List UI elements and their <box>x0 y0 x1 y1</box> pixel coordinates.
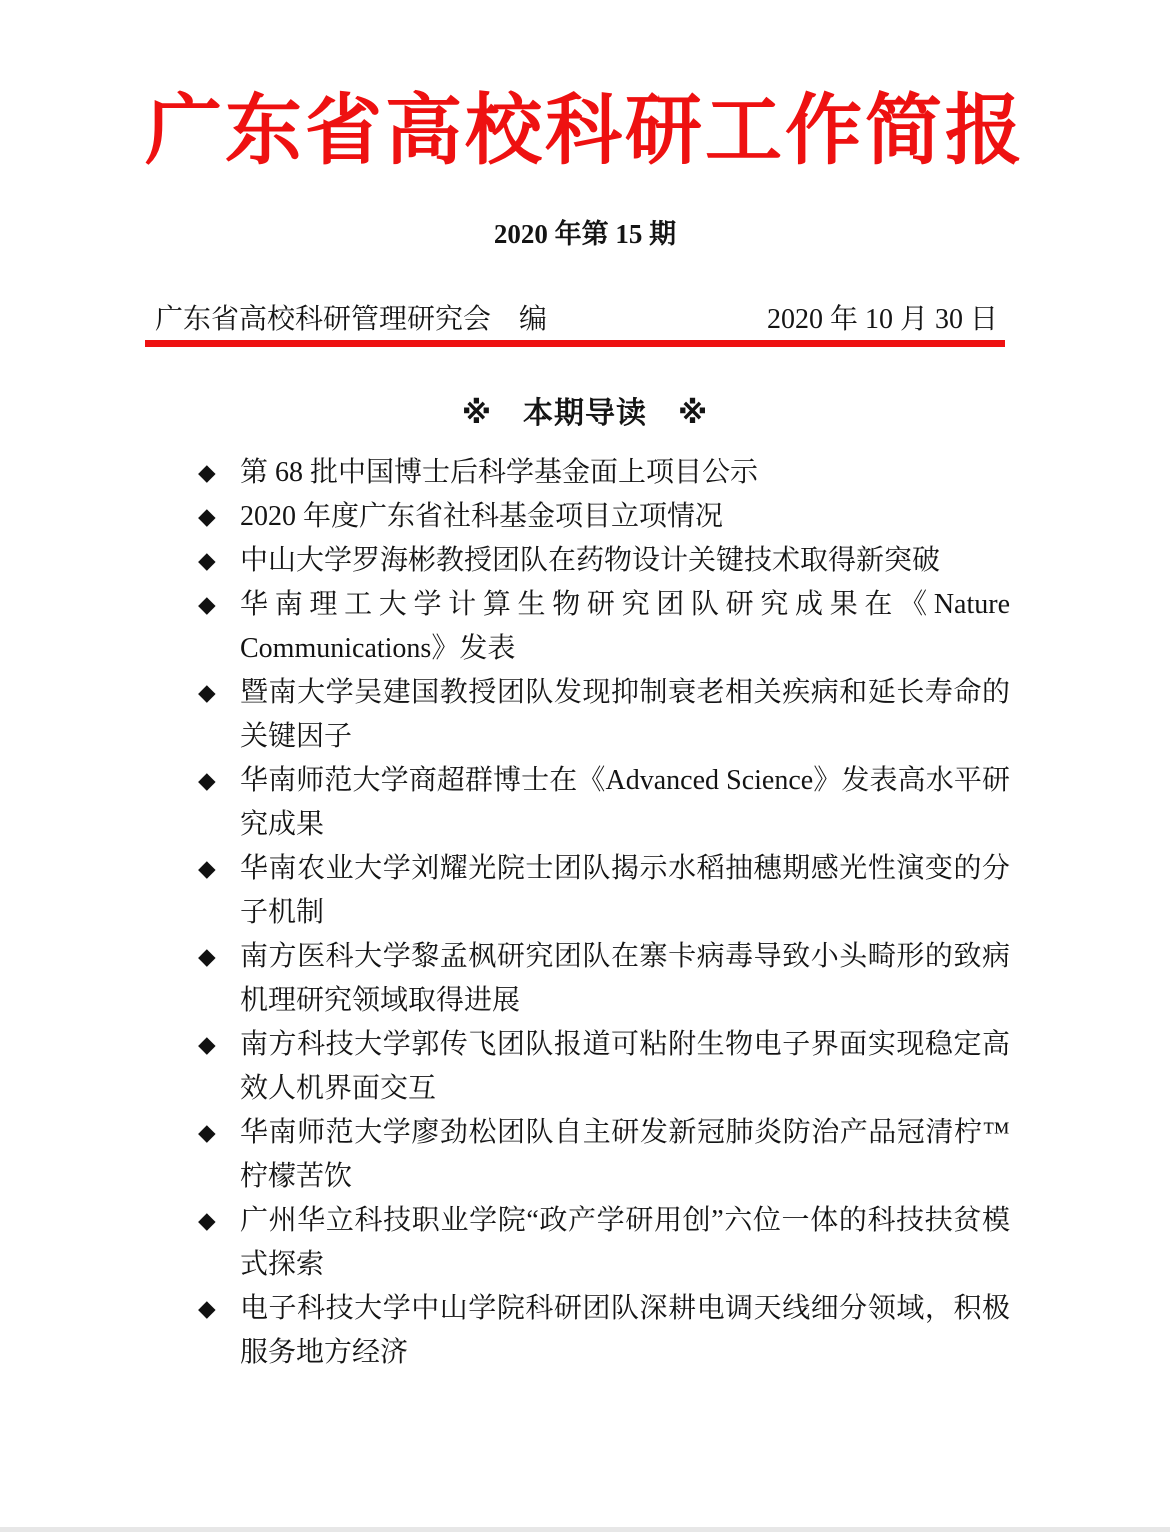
diamond-bullet-icon: ◆ <box>198 1296 216 1323</box>
toc-item <box>198 583 1010 671</box>
toc-item-text: 华南师范大学商超群博士在《Advanced Science》发表高水平研究成果 <box>240 765 1010 841</box>
diamond-bullet-icon: ◆ <box>198 1208 216 1235</box>
publish-date: 2020 年 10 月 30 日 <box>766 304 998 336</box>
toc-item <box>198 539 1010 583</box>
bottom-edge-bar <box>0 1527 1170 1532</box>
toc-item <box>198 451 1010 495</box>
toc-heading: ※ 本期导读 ※ <box>461 396 709 432</box>
diamond-bullet-icon: ◆ <box>198 680 216 707</box>
toc-item-text: 中山大学罗海彬教授团队在药物设计关键技术取得新突破 <box>240 545 941 577</box>
toc-item <box>198 1287 1010 1375</box>
toc-item <box>198 1023 1010 1111</box>
diamond-bullet-icon: ◆ <box>198 592 216 619</box>
publication-info-row <box>155 305 998 335</box>
toc-item-text: 暨南大学吴建国教授团队发现抑制衰老相关疾病和延长寿命的关键因子 <box>240 677 1010 753</box>
toc-item <box>198 759 1010 847</box>
toc-item-text: 电子科技大学中山学院科研团队深耕电调天线细分领域，积极服务地方经济 <box>240 1293 1010 1369</box>
toc-item <box>198 1111 1010 1199</box>
toc-item-text: 2020 年度广东省社科基金项目立项情况 <box>240 501 724 533</box>
diamond-bullet-icon: ◆ <box>198 944 216 971</box>
diamond-bullet-icon: ◆ <box>198 768 216 795</box>
toc-item-text: 华南师范大学廖劲松团队自主研发新冠肺炎防治产品冠清柠™柠檬苦饮 <box>240 1117 1010 1193</box>
document-title: 广东省高校科研工作简报 <box>145 88 1025 174</box>
diamond-bullet-icon: ◆ <box>198 1120 216 1147</box>
diamond-bullet-icon: ◆ <box>198 504 216 531</box>
toc-item-text: 南方科技大学郭传飞团队报道可粘附生物电子界面实现稳定高效人机界面交互 <box>240 1029 1010 1105</box>
toc-item-text: 广州华立科技职业学院“政产学研用创”六位一体的科技扶贫模式探索 <box>240 1205 1010 1281</box>
diamond-bullet-icon: ◆ <box>198 856 216 883</box>
publisher-name: 广东省高校科研管理研究会 编 <box>155 304 548 336</box>
toc-item-text: 南方医科大学黎孟枫研究团队在寨卡病毒导致小头畸形的致病机理研究领域取得进展 <box>240 941 1010 1017</box>
toc-item <box>198 935 1010 1023</box>
toc-item <box>198 671 1010 759</box>
toc-item <box>198 495 1010 539</box>
red-divider-rule <box>145 340 1005 347</box>
issue-number: 2020 年第 15 期 <box>493 219 677 250</box>
diamond-bullet-icon: ◆ <box>198 1032 216 1059</box>
toc-item-text: 第 68 批中国博士后科学基金面上项目公示 <box>240 457 759 489</box>
toc-item-text: 华南理工大学计算生物研究团队研究成果在《Nature Communications》发表 <box>240 589 1010 665</box>
toc-item-text: 华南农业大学刘耀光院士团队揭示水稻抽穗期感光性演变的分子机制 <box>240 853 1010 929</box>
toc-list <box>198 451 1010 1375</box>
toc-item <box>198 1199 1010 1287</box>
toc-item <box>198 847 1010 935</box>
diamond-bullet-icon: ◆ <box>198 548 216 575</box>
diamond-bullet-icon: ◆ <box>198 460 216 487</box>
